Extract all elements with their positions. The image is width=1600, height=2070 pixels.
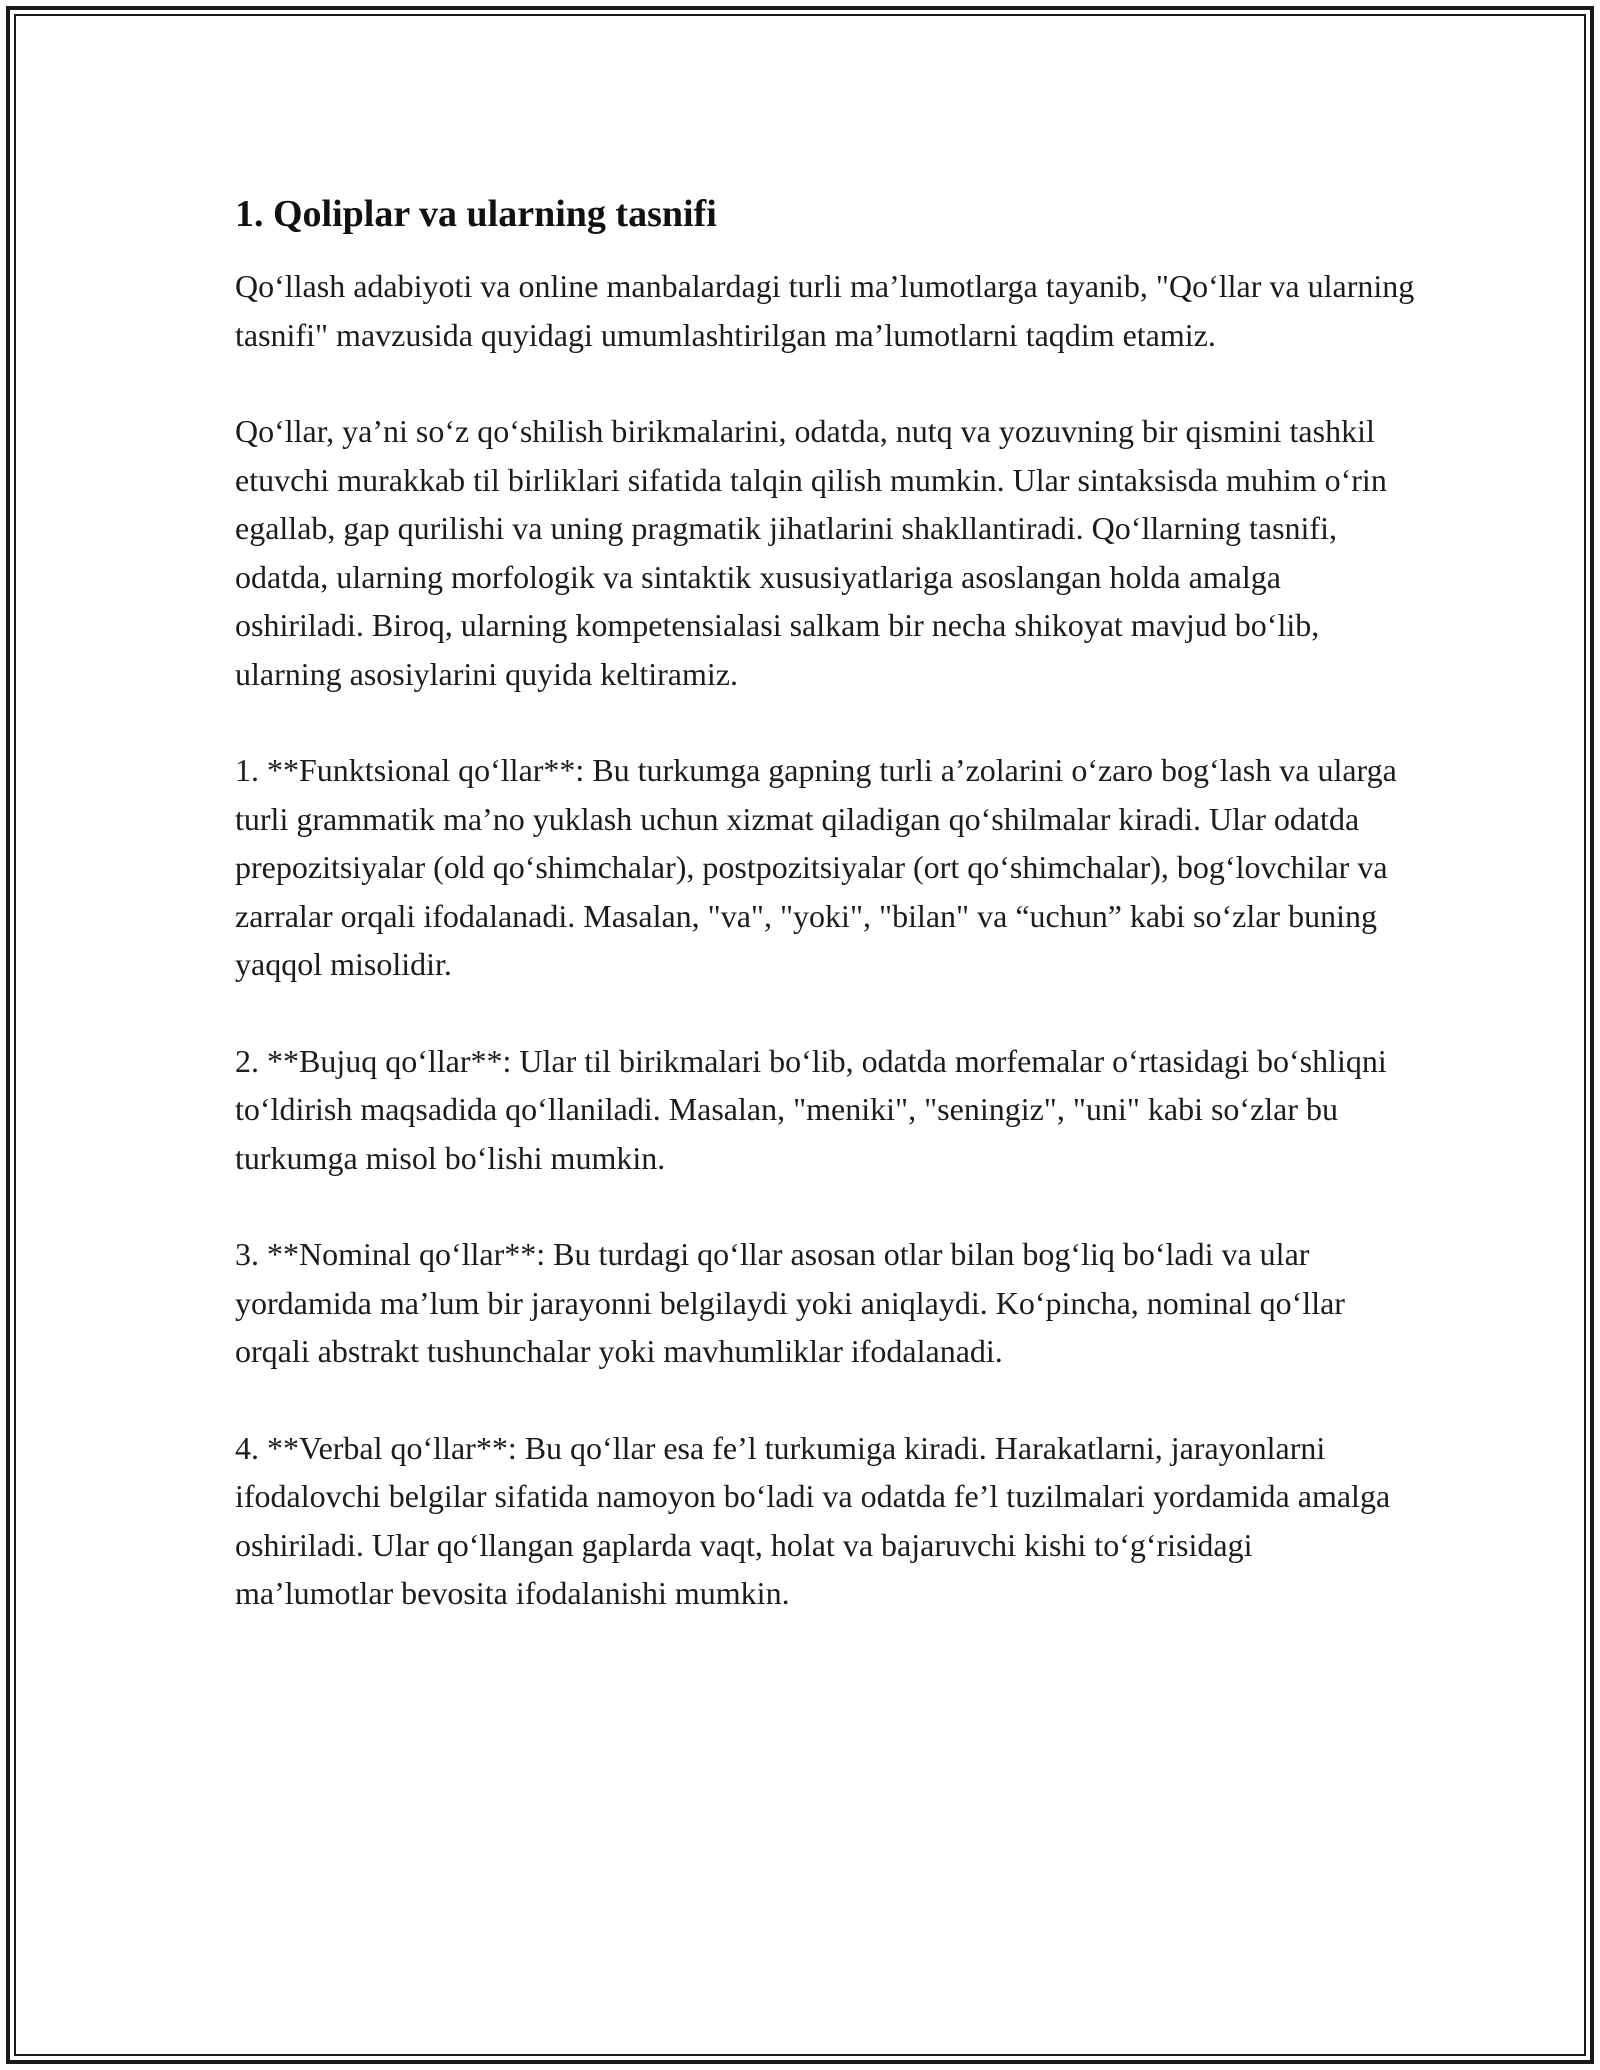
intro-paragraph: Qo‘llash adabiyoti va online manbalardagi turli ma’lumotlarga tayanib, "Qo‘llar va ularning tasnifi" mavzusida quyidagi umumlashtirilgan ma’lumotlarni taqdim etamiz. (235, 268, 1415, 353)
document-heading: 1. Qoliplar va ularning tasnifi (235, 193, 717, 235)
list-item-nominal: 3. **Nominal qo‘llar**: Bu turdagi qo‘llar asosan otlar bilan bog‘liq bo‘ladi va ular yordamida ma’lum bir jarayonni belgilaydi yoki aniqlaydi. Ko‘pincha, nominal qo‘llar orqali abstrakt tushunchalar yoki mavhumliklar ifodalanadi. (235, 1236, 1345, 1369)
list-item-functional: 1. **Funktsional qo‘llar**: Bu turkumga gapning turli a’zolarini o‘zaro bog‘lash va ularga turli grammatik ma’no yuklash uchun xizmat qiladigan qo‘shilmalar kiradi. Ular odatda prepozitsiyalar (old qo‘shimchalar), postpozitsiyalar (ort qo‘shimchalar), bog‘lovchilar va zarralar orqali ifodalanadi. Masalan, "va", "yoki", "bilan" va “uchun” kabi so‘zlar buning yaqqol misolidir. (235, 752, 1397, 982)
document-body (235, 188, 1415, 1666)
list-item-bujuq: 2. **Bujuq qo‘llar**: Ular til birikmalari bo‘lib, odatda morfemalar o‘rtasidagi bo‘shliqni to‘ldirish maqsadida qo‘llaniladi. Masalan, "meniki", "seningiz", "uni" kabi so‘zlar bu turkumga misol bo‘lishi mumkin. (235, 1042, 1387, 1176)
list-item-verbal: 4. **Verbal qo‘llar**: Bu qo‘llar esa fe’l turkumiga kiradi. Harakatlarni, jarayonlarni ifodalovchi belgilar sifatida namoyon bo‘ladi va odatda fe’l tuzilmalari yordamida amalga oshiriladi. Ular qo‘llangan gaplarda vaqt, holat va bajaruvchi kishi to‘g‘risidagi ma’lumotlar bevosita ifodalanishi mumkin. (235, 1429, 1391, 1611)
overview-paragraph: Qo‘llar, ya’ni so‘z qo‘shilish birikmalarini, odatda, nutq va yozuvning bir qismini tashkil etuvchi murakkab til birliklari sifatida talqin qilish mumkin. Ular sintaksisda muhim o‘rin egallab, gap qurilishi va uning pragmatik jihatlarini shakllantiradi. Qo‘llarning tasnifi, odatda, ularning morfologik va sintaktik xususiyatlariga asoslangan holda amalga oshiriladi. Biroq, ularning kompetensialasi salkam bir necha shikoyat mavjud bo‘lib, ularning asosiylarini quyida keltiramiz. (235, 413, 1387, 692)
